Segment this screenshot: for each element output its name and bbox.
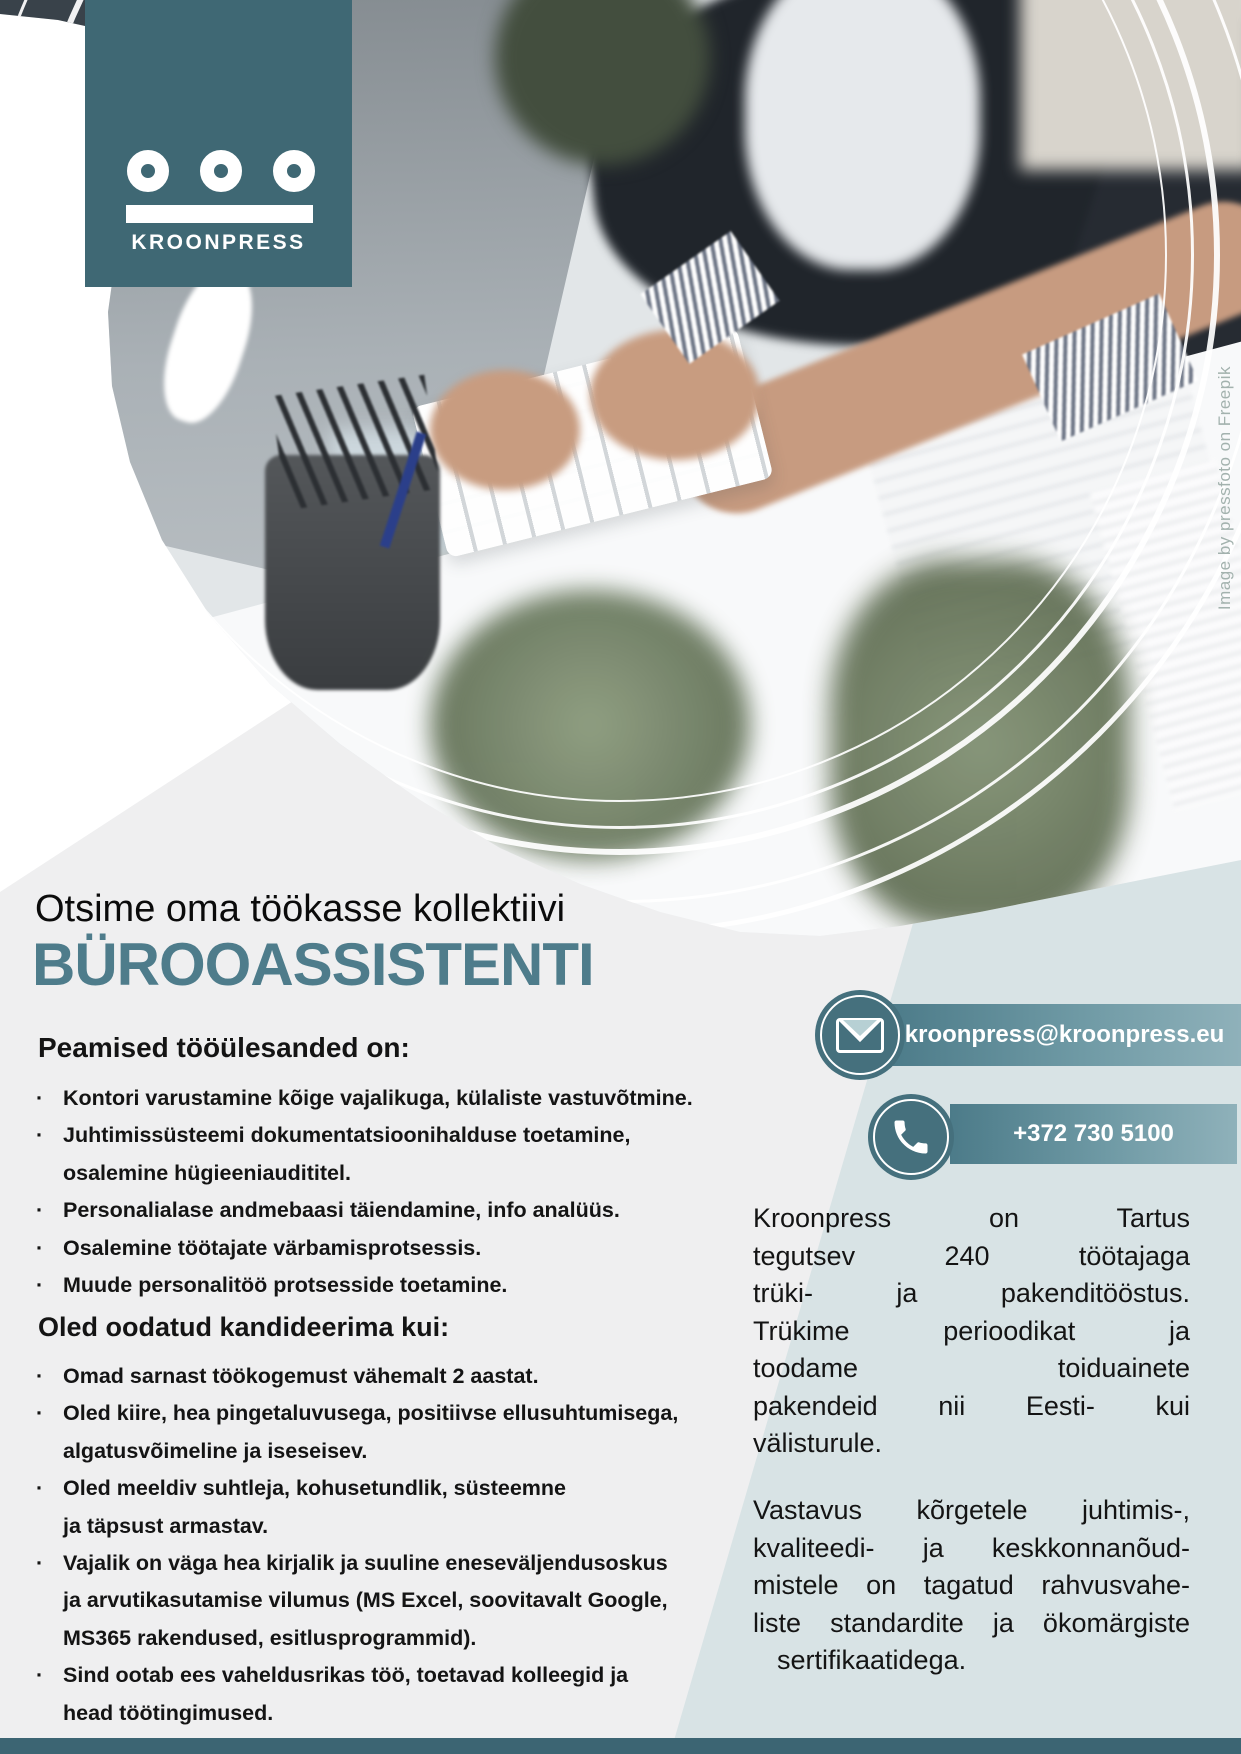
- logo-circle-icon: [273, 150, 315, 192]
- paragraph-line: sertifikaatidega.: [777, 1645, 967, 1675]
- list-item-text: osalemine hügieeniaudititel.: [63, 1160, 351, 1185]
- tasks-heading: Peamised tööülesanded on:: [38, 1032, 410, 1063]
- bullet-dot: ·: [36, 1663, 44, 1688]
- bullet-dot: ·: [36, 1198, 44, 1223]
- bullet-dot: [36, 1695, 63, 1732]
- list-item-text: ja täpsust armastav.: [63, 1513, 269, 1538]
- bullet-dot: [36, 1508, 63, 1545]
- list-item: [36, 1267, 693, 1304]
- list-item-text: Omad sarnast töökogemust vähemalt 2 aastat.: [63, 1364, 539, 1388]
- phone-number: +372 730 5100: [1013, 1120, 1174, 1147]
- list-item-text: Kontori varustamine kõige vajalikuga, külaliste vastuvõtmine.: [63, 1086, 693, 1110]
- paragraph-line: pakendeid nii Eesti- kui: [753, 1390, 1190, 1421]
- bottom-accent-bar: [0, 1738, 1241, 1754]
- list-item: [36, 1545, 678, 1582]
- paragraph-line: mistele on tagatud rahvusvahe-: [753, 1570, 1190, 1600]
- paragraph-line: Vastavus kõrgetele juhtimis-,: [753, 1495, 1190, 1525]
- list-item: [36, 1582, 678, 1619]
- list-item-text: algatusvõimeline ja iseseisev.: [63, 1438, 368, 1463]
- list-item: [36, 1080, 693, 1117]
- list-item-text: Oled meeldiv suhtleja, kohusetundlik, süsteemne: [63, 1476, 567, 1501]
- logo-wordmark: KROONPRESS: [131, 231, 306, 254]
- list-item-text: Oled kiire, hea pingetaluvusega, positiivse ellusuhtumisega,: [63, 1401, 679, 1426]
- envelope-icon: [836, 1018, 884, 1053]
- list-item: [36, 1508, 678, 1545]
- page-title: BÜROOASSISTENTI: [32, 931, 594, 998]
- list-item: [36, 1117, 693, 1154]
- tasks-list: [36, 1080, 693, 1304]
- about-paragraph-2: [753, 1492, 1190, 1680]
- list-item: [36, 1230, 693, 1267]
- email-badge[interactable]: [888, 1004, 1241, 1066]
- paragraph-line: toodame toiduainete: [753, 1353, 1190, 1383]
- candidate-list: [36, 1358, 678, 1732]
- list-item-text: Muude personalitöö protsesside toetamine.: [63, 1273, 508, 1298]
- bullet-dot: [36, 1433, 63, 1470]
- list-item: [36, 1620, 678, 1657]
- logo-circle-icon: [200, 150, 242, 192]
- bullet-dot: [36, 1620, 63, 1657]
- bullet-dot: ·: [36, 1086, 44, 1110]
- paragraph-line: välisturule.: [753, 1428, 883, 1458]
- paragraph-line: trüki- ja pakenditööstus.: [753, 1278, 1190, 1308]
- bullet-dot: ·: [36, 1551, 44, 1576]
- logo-circle-icon: [127, 150, 169, 192]
- paragraph-line: Kroonpress on Tartus: [753, 1203, 1190, 1233]
- list-item: [36, 1470, 678, 1507]
- list-item-text: Osalemine töötajate värbamisprotsessis.: [63, 1235, 482, 1260]
- list-item-text: Juhtimissüsteemi dokumentatsioonihalduse toetamine,: [63, 1123, 631, 1148]
- bullet-dot: [36, 1582, 63, 1619]
- candidate-heading: Oled oodatud kandideerima kui:: [38, 1312, 450, 1342]
- list-item: [36, 1155, 693, 1192]
- bullet-dot: ·: [36, 1476, 44, 1501]
- bullet-dot: ·: [36, 1364, 44, 1388]
- list-item-text: Personalialase andmebaasi täiendamine, info analüüs.: [63, 1198, 620, 1223]
- list-item: [36, 1358, 678, 1395]
- email-circle[interactable]: [815, 990, 905, 1080]
- list-item: [36, 1695, 678, 1732]
- about-paragraph-1: [753, 1200, 1190, 1463]
- list-item: [36, 1657, 678, 1694]
- bullet-dot: ·: [36, 1235, 44, 1260]
- paragraph-line: tegutsev 240 töötajaga: [753, 1240, 1190, 1271]
- paragraph-line: liste standardite ja ökomärgiste: [753, 1607, 1190, 1638]
- email-address: kroonpress@kroonpress.eu: [904, 1021, 1225, 1048]
- kroonpress-logo: [85, 0, 352, 287]
- list-item-text: MS365 rakendused, esitlusprogrammid).: [63, 1625, 477, 1650]
- list-item: [36, 1192, 693, 1229]
- logo-bar: [126, 205, 313, 223]
- list-item-text: Sind ootab ees vaheldusrikas töö, toetavad kolleegid ja: [63, 1663, 629, 1688]
- phone-circle[interactable]: [868, 1094, 954, 1180]
- paragraph-line: Trükime perioodikat ja: [753, 1315, 1190, 1346]
- phone-badge[interactable]: [950, 1104, 1237, 1164]
- list-item: [36, 1433, 678, 1470]
- intro-kicker: Otsime oma töökasse kollektiivi: [35, 888, 566, 930]
- list-item: [36, 1395, 678, 1432]
- phone-icon: [889, 1115, 933, 1159]
- bullet-dot: [36, 1155, 63, 1192]
- bullet-dot: ·: [36, 1401, 44, 1426]
- bullet-dot: ·: [36, 1123, 44, 1148]
- bullet-dot: ·: [36, 1273, 44, 1298]
- paragraph-line: kvaliteedi- ja keskkonnanõud-: [753, 1532, 1190, 1563]
- photo-credit: Image by pressfoto on Freepik: [1215, 366, 1234, 611]
- list-item-text: head töötingimused.: [63, 1700, 274, 1725]
- list-item-text: Vajalik on väga hea kirjalik ja suuline eneseväljendusoskus: [63, 1551, 668, 1576]
- list-item-text: ja arvutikasutamise vilumus (MS Excel, soovitavalt Google,: [63, 1588, 668, 1613]
